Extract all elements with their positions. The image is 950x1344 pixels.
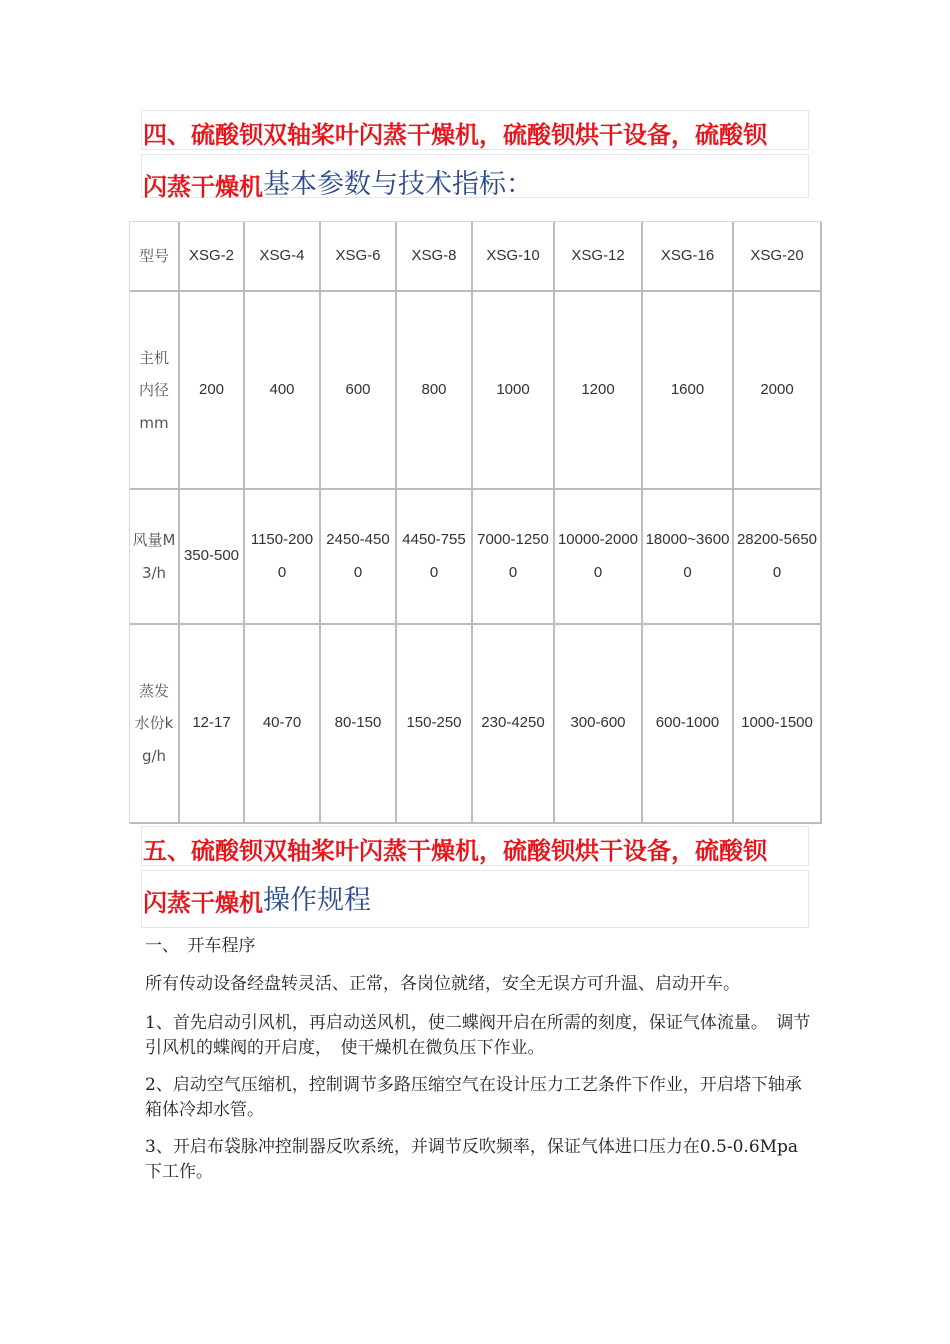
table-cell: XSG-6 [321,222,397,292]
table-cell: 80-150 [321,625,397,824]
section5-heading-line1 [143,824,809,868]
row-label: 型号 [130,222,180,292]
row-label: 蒸发水份kg/h [130,625,180,824]
table-cell: 2000 [734,292,822,490]
section4-heading-line1 [143,108,809,152]
section5-heading [143,824,809,930]
table-cell: 150-250 [397,625,473,824]
procedure-step-3: 3、开启布袋脉冲控制器反吹系统，并调节反吹频率，保证气体进口压力在0.5-0.6Mpa 下工作。 [145,1137,799,1182]
procedure-heading: 一、 开车程序 [145,936,256,956]
table-row [130,292,822,490]
table-row [130,222,822,292]
table-cell: XSG-4 [245,222,321,292]
table-cell: 350-500 [180,490,245,624]
spec-table [129,221,822,824]
table-cell: XSG-12 [555,222,643,292]
row-label: 主机内径mm [130,292,180,490]
row-label: 风量M3/h [130,490,180,624]
procedure-step-2: 2、启动空气压缩机，控制调节多路压缩空气在设计压力工艺条件下作业，开启塔下轴承箱体冷却水管。 [145,1075,802,1120]
section5-title-red-line2: 闪蒸干燥机 [143,889,263,917]
table-cell: 1600 [643,292,734,490]
section4-heading-line2 [143,152,809,200]
table-cell: 2450-4500 [321,490,397,624]
table-cell: 1150-2000 [245,490,321,624]
table-cell: 400 [245,292,321,490]
table-cell: 28200-56500 [734,490,822,624]
procedure-intro: 所有传动设备经盘转灵活、正常，各岗位就绪，安全无误方可升温、启动开车。 [145,974,740,994]
table-cell: 12-17 [180,625,245,824]
table-cell: 1000-1500 [734,625,822,824]
section4-title-red-line1: 四、硫酸钡双轴桨叶闪蒸干燥机，硫酸钡烘干设备，硫酸钡 [143,121,767,149]
table-cell: 1000 [473,292,555,490]
section5-title-red-line1: 五、硫酸钡双轴桨叶闪蒸干燥机，硫酸钡烘干设备，硫酸钡 [143,837,767,865]
table-cell: 40-70 [245,625,321,824]
table-cell: 300-600 [555,625,643,824]
table-cell: XSG-10 [473,222,555,292]
table-cell: 600-1000 [643,625,734,824]
table-cell: 18000~36000 [643,490,734,624]
section4-title-blue: 基本参数与技术指标： [263,169,533,200]
table-cell: 200 [180,292,245,490]
section4-heading [143,108,809,200]
table-cell: 800 [397,292,473,490]
table-cell: 600 [321,292,397,490]
table-cell: 10000-20000 [555,490,643,624]
table-cell: XSG-8 [397,222,473,292]
table-cell: 4450-7550 [397,490,473,624]
table-row [130,625,822,824]
procedure-step-1: 1、首先启动引风机，再启动送风机，使二蝶阀开启在所需的刻度，保证气体流量。 调节引风机的蝶阀的开启度， 使干燥机在微负压下作业。 [145,1013,811,1058]
section4-title-red-line2: 闪蒸干燥机 [143,173,263,201]
table-cell: 7000-12500 [473,490,555,624]
section5-title-blue: 操作规程 [263,885,371,916]
table-cell: XSG-16 [643,222,734,292]
table-cell: XSG-2 [180,222,245,292]
table-cell: 230-4250 [473,625,555,824]
table-row [130,490,822,624]
table-cell: XSG-20 [734,222,822,292]
section5-heading-line2 [143,868,809,930]
table-cell: 1200 [555,292,643,490]
